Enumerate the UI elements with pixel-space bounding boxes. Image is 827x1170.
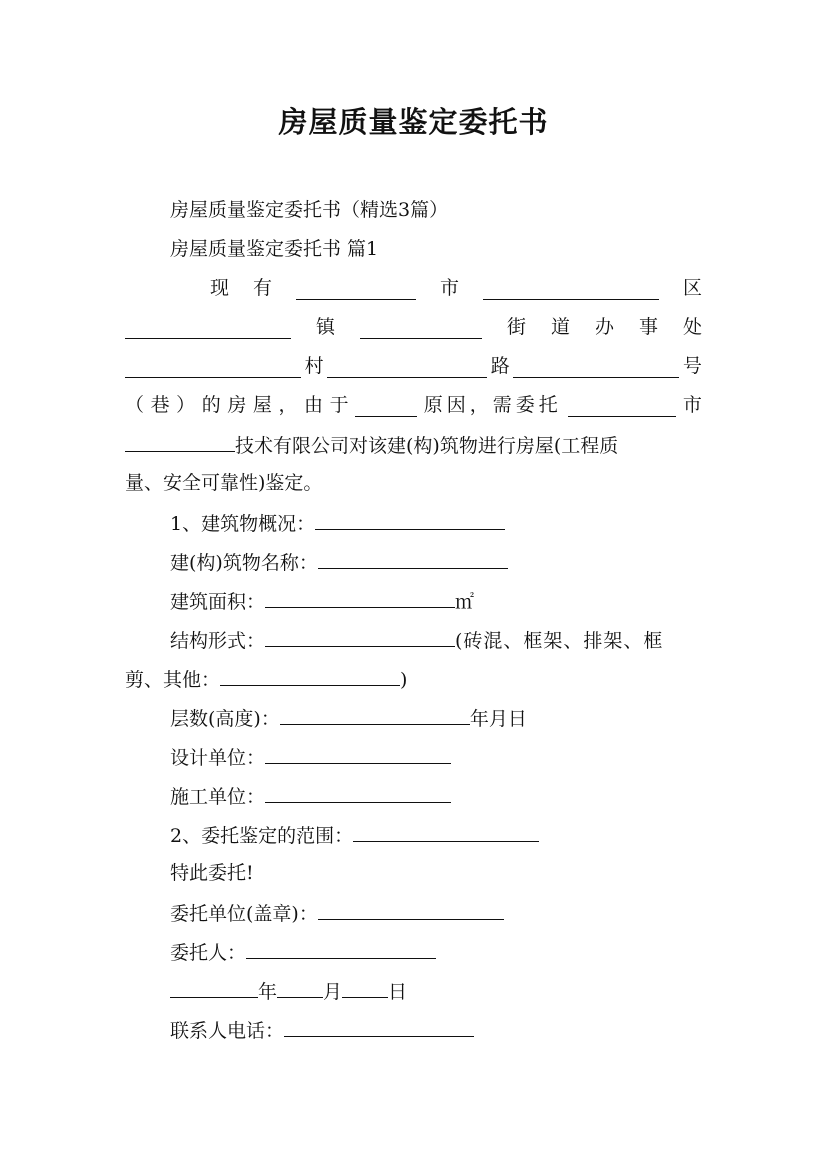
- blank-entrust-unit[interactable]: [318, 900, 504, 920]
- field-area: [170, 588, 474, 614]
- label-structure-cont: 剪、其他：: [125, 669, 221, 691]
- text-chu: 处: [682, 316, 702, 338]
- field-overview: [170, 510, 505, 536]
- blank-building-name[interactable]: [318, 549, 508, 569]
- field-structure-cont: [125, 666, 407, 692]
- blank-district[interactable]: [483, 299, 659, 300]
- blank-road[interactable]: [513, 377, 679, 378]
- label-building-name: 建(构)筑物名称：: [170, 552, 318, 574]
- text-paren-close: ）: [176, 394, 196, 416]
- blank-company[interactable]: [125, 432, 235, 452]
- field-building-name: [170, 549, 508, 575]
- blank-contact-phone[interactable]: [284, 1017, 474, 1037]
- field-floors: [170, 705, 527, 731]
- field-contact-phone: [170, 1017, 474, 1043]
- field-build-unit: [170, 783, 451, 809]
- text-yu: 于: [329, 394, 349, 416]
- label-structure: 结构形式：: [170, 630, 266, 652]
- text-xiang: 巷: [150, 394, 170, 416]
- field-scope: [170, 822, 539, 848]
- text-you2: 由: [304, 394, 324, 416]
- blank-scope[interactable]: [353, 822, 539, 842]
- text-dao: 道: [550, 316, 570, 338]
- text-comma: ，: [278, 394, 298, 416]
- text-cun: 村: [304, 355, 324, 377]
- text-de: 的: [201, 394, 221, 416]
- blank-town[interactable]: [125, 338, 291, 339]
- area-unit: ㎡: [455, 591, 475, 613]
- text-company-line: 技术有限公司对该建(构)筑物进行房屋(工程质: [235, 435, 619, 457]
- address-line-6: 量、安全可靠性)鉴定。: [125, 472, 323, 494]
- text-fang: 房: [227, 394, 247, 416]
- date-month-label: 月: [323, 981, 343, 1003]
- blank-office[interactable]: [125, 377, 301, 378]
- text-xian: 现: [210, 277, 230, 299]
- text-paren-open: （: [125, 394, 145, 416]
- text-shi2: 事: [638, 316, 658, 338]
- blank-entrust-person[interactable]: [246, 939, 436, 959]
- text-shi3: 市: [682, 394, 702, 416]
- blank-structure-other[interactable]: [220, 666, 400, 686]
- text-shi: 市: [439, 277, 459, 299]
- text-jie: 街: [506, 316, 526, 338]
- section-heading: 房屋质量鉴定委托书 篇1: [170, 238, 379, 260]
- blank-overview[interactable]: [315, 510, 505, 530]
- field-structure: [170, 627, 702, 653]
- label-entrust-person: 委托人：: [170, 942, 247, 964]
- blank-floors[interactable]: [280, 705, 470, 725]
- floors-tail: 年月日: [469, 708, 527, 730]
- address-line-5: [125, 432, 618, 458]
- document-title: 房屋质量鉴定委托书: [278, 105, 549, 139]
- hereby-text: 特此委托!: [170, 862, 254, 884]
- text-lu: 路: [490, 355, 510, 377]
- structure-close: ): [400, 669, 408, 691]
- blank-street[interactable]: [360, 338, 482, 339]
- subtitle: 房屋质量鉴定委托书（精选3篇）: [170, 199, 449, 221]
- blank-year[interactable]: [170, 978, 258, 998]
- blank-month[interactable]: [277, 978, 323, 998]
- address-line-3: [125, 354, 702, 378]
- label-design-unit: 设计单位：: [170, 747, 266, 769]
- field-entrust-person: [170, 939, 436, 965]
- structure-options: (砖混、框架、排架、框: [455, 630, 664, 652]
- text-ban: 办: [594, 316, 614, 338]
- label-entrust-unit: 委托单位(盖章)：: [170, 903, 318, 925]
- blank-area[interactable]: [265, 588, 455, 608]
- label-area: 建筑面积：: [170, 591, 266, 613]
- label-scope: 2、委托鉴定的范围：: [170, 825, 354, 847]
- date-day-label: 日: [388, 981, 408, 1003]
- blank-city-before[interactable]: [296, 299, 416, 300]
- blank-structure[interactable]: [265, 627, 455, 647]
- blank-village[interactable]: [327, 377, 487, 378]
- blank-entrust-city[interactable]: [568, 416, 676, 417]
- field-design-unit: [170, 744, 451, 770]
- blank-build-unit[interactable]: [265, 783, 451, 803]
- text-qu: 区: [682, 277, 702, 299]
- blank-reason[interactable]: [355, 416, 417, 417]
- label-floors: 层数(高度)：: [170, 708, 280, 730]
- field-entrust-unit: [170, 900, 504, 926]
- label-contact-phone: 联系人电话：: [170, 1020, 285, 1042]
- text-zhen: 镇: [315, 316, 335, 338]
- label-overview: 1、建筑物概况：: [170, 513, 316, 535]
- field-date: [170, 978, 407, 1004]
- blank-day[interactable]: [342, 978, 388, 998]
- date-year-label: 年: [258, 981, 278, 1003]
- text-wu: 屋: [252, 394, 272, 416]
- address-line-1: [210, 276, 702, 300]
- text-hao: 号: [682, 355, 702, 377]
- blank-design-unit[interactable]: [265, 744, 451, 764]
- label-build-unit: 施工单位：: [170, 786, 266, 808]
- text-reason-entrust: 原因，需委托: [423, 394, 562, 416]
- address-line-4: [125, 393, 702, 417]
- text-you: 有: [253, 277, 273, 299]
- address-line-2: [125, 315, 702, 339]
